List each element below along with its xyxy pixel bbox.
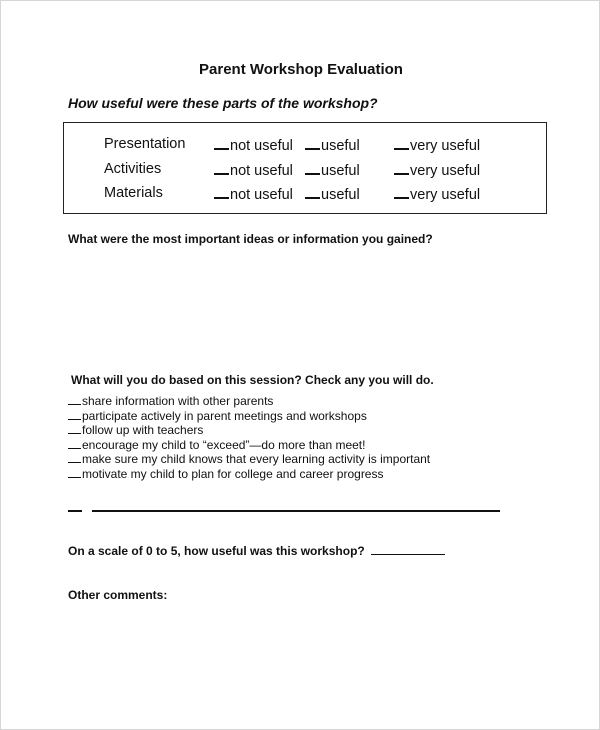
scale-answer-line[interactable] (371, 544, 445, 555)
option-very-useful[interactable]: very useful (394, 136, 480, 154)
other-comments-label: Other comments: (68, 588, 168, 602)
checkbox-blank[interactable] (305, 161, 320, 175)
option-not-useful[interactable]: not useful (214, 185, 293, 203)
question-actions: What will you do based on this session? Check any you will do. (71, 373, 434, 387)
checkbox-blank[interactable] (394, 185, 409, 199)
checkbox-blank[interactable] (68, 423, 81, 434)
checkbox-blank[interactable] (68, 394, 81, 405)
checklist-item[interactable]: participate actively in parent meetings and workshops (68, 409, 430, 424)
option-not-useful[interactable]: not useful (214, 161, 293, 179)
question-scale: On a scale of 0 to 5, how useful was this workshop? (68, 544, 445, 558)
checkbox-blank[interactable] (394, 136, 409, 150)
rating-row-materials (64, 185, 546, 205)
option-useful[interactable]: useful (305, 136, 360, 154)
checkbox-blank[interactable] (68, 467, 81, 478)
checkbox-blank[interactable] (305, 136, 320, 150)
option-useful[interactable]: useful (305, 185, 360, 203)
ratings-heading: How useful were these parts of the workshop? (68, 95, 378, 111)
rating-row-activities (64, 161, 546, 181)
checkbox-blank[interactable] (68, 409, 81, 420)
checklist-item[interactable]: encourage my child to “exceed”—do more than meet! (68, 438, 430, 453)
question-important-ideas: What were the most important ideas or information you gained? (68, 232, 433, 246)
option-very-useful[interactable]: very useful (394, 185, 480, 203)
rating-item-label: Activities (104, 161, 162, 177)
rating-row-presentation (64, 136, 546, 156)
checkbox-blank[interactable] (68, 452, 81, 463)
ratings-table (63, 122, 547, 214)
checkbox-blank[interactable] (214, 161, 229, 175)
other-checkbox-blank[interactable] (68, 510, 82, 512)
checklist-item[interactable]: share information with other parents (68, 394, 430, 409)
checkbox-blank[interactable] (68, 438, 81, 449)
option-not-useful[interactable]: not useful (214, 136, 293, 154)
checklist-item[interactable]: follow up with teachers (68, 423, 430, 438)
rating-item-label: Presentation (104, 136, 186, 152)
checklist-item[interactable]: make sure my child knows that every learning activity is important (68, 452, 430, 467)
checkbox-blank[interactable] (214, 136, 229, 150)
rating-item-label: Materials (104, 185, 163, 201)
action-checklist (68, 394, 430, 482)
checkbox-blank[interactable] (214, 185, 229, 199)
checkbox-blank[interactable] (394, 161, 409, 175)
checklist-item[interactable]: motivate my child to plan for college and career progress (68, 467, 430, 482)
option-useful[interactable]: useful (305, 161, 360, 179)
other-action-line[interactable] (92, 510, 500, 512)
option-very-useful[interactable]: very useful (394, 161, 480, 179)
page-title: Parent Workshop Evaluation (199, 61, 403, 78)
checkbox-blank[interactable] (305, 185, 320, 199)
